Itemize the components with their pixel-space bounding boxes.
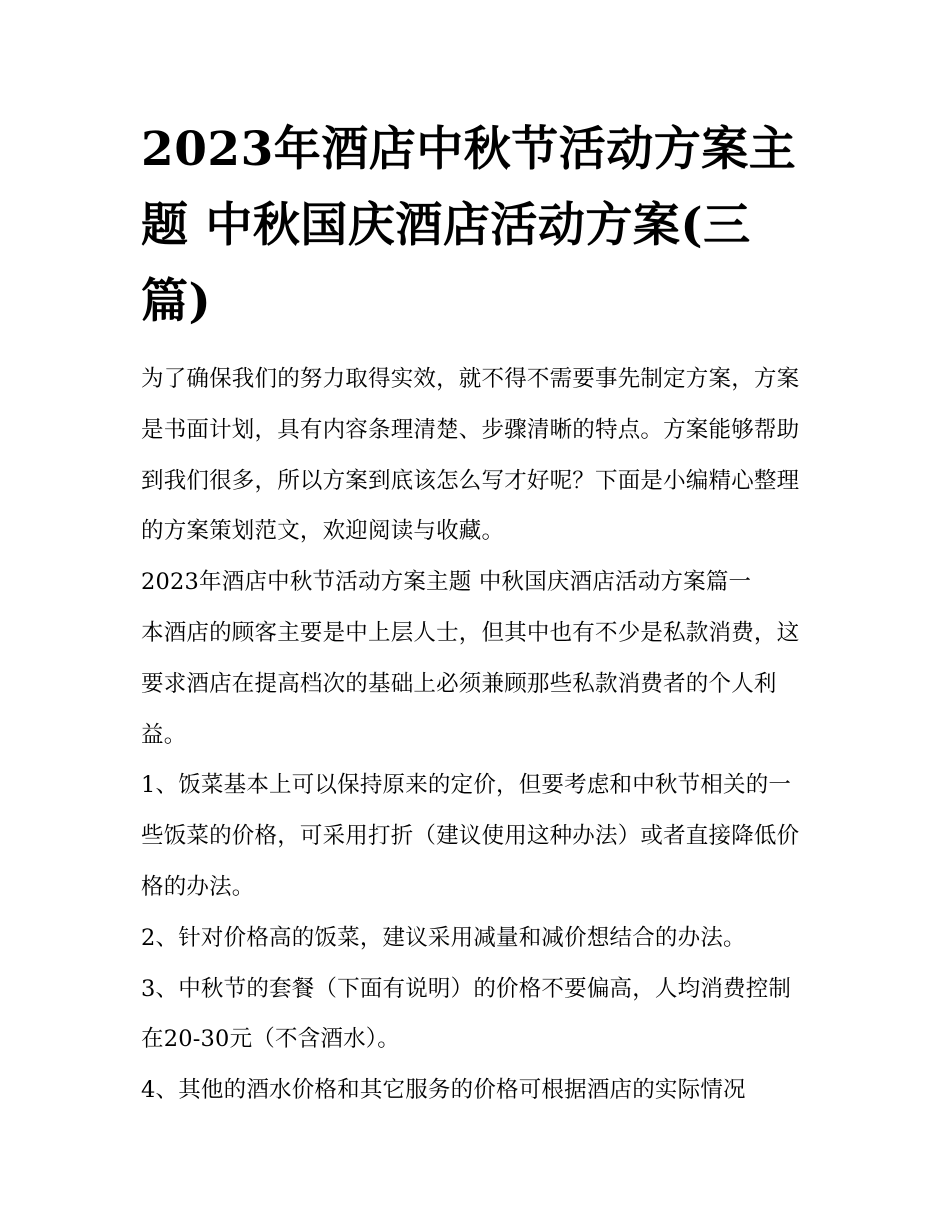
document-title: 2023年酒店中秋节活动方案主题 中秋国庆酒店活动方案(三篇) — [141, 122, 797, 329]
section-heading: 2023年酒店中秋节活动方案主题 中秋国庆酒店活动方案篇一 — [141, 569, 752, 596]
intro-paragraph: 为了确保我们的努力取得实效，就不得不需要事先制定方案，方案是书面计划，具有内容条理清楚、步骤清晰的特点。方案能够帮助到我们很多，所以方案到底该怎么写才好呢？下面是小编精心整理的方案策划范文，欢迎阅读与收藏。 — [141, 366, 800, 545]
body-paragraph: 本酒店的顾客主要是中上层人士，但其中也有不少是私款消费，这要求酒店在提高档次的基础上必须兼顾那些私款消费者的个人利益。 — [141, 619, 800, 748]
list-item-1: 1、饭菜基本上可以保持原来的定价，但要考虑和中秋节相关的一些饭菜的价格，可采用打折（建议使用这种办法）或者直接降低价格的办法。 — [141, 772, 800, 900]
list-item-3: 3、中秋节的套餐（下面有说明）的价格不要偏高，人均消费控制在20-30元（不含酒水）。 — [141, 975, 792, 1053]
document-body — [141, 112, 813, 1116]
list-item-4: 4、其他的酒水价格和其它服务的价格可根据酒店的实际情况 — [141, 1077, 746, 1104]
list-item-2: 2、针对价格高的饭菜，建议采用减量和减价想结合的办法。 — [141, 924, 746, 951]
